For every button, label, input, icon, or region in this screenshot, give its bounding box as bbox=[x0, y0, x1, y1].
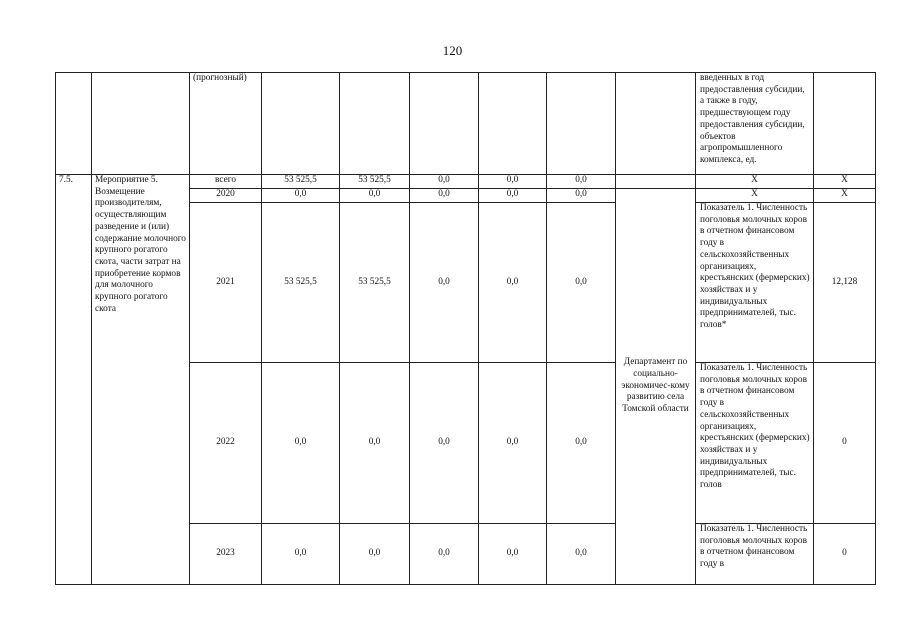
cell-empty bbox=[410, 73, 479, 175]
value-cell: 0,0 bbox=[479, 203, 547, 363]
year-cell: 2020 bbox=[190, 189, 262, 203]
value-cell: 0,0 bbox=[479, 524, 547, 585]
measure-name: Мероприятие 5. Возмещение производителям, осуществляющим разведение и (или) содержание молочного крупного рогатого скота, части затрат на приобретение кормов для молочного крупного рогатого скота bbox=[92, 175, 190, 585]
indicator-cell: X bbox=[696, 189, 814, 203]
cell-empty bbox=[616, 175, 696, 189]
indicator-value: X bbox=[814, 175, 876, 189]
value-cell: 0,0 bbox=[547, 189, 616, 203]
value-cell: 53 525,5 bbox=[340, 203, 410, 363]
value-cell: 0,0 bbox=[479, 175, 547, 189]
value-cell: 0,0 bbox=[547, 363, 616, 524]
value-cell: 0,0 bbox=[340, 189, 410, 203]
value-cell: 0,0 bbox=[340, 524, 410, 585]
cell-empty bbox=[56, 73, 92, 175]
value-cell: 0,0 bbox=[410, 175, 479, 189]
value-cell: 0,0 bbox=[479, 189, 547, 203]
year-cell: 2021 bbox=[190, 203, 262, 363]
indicator-cell: Показатель 1. Численность поголовья молочных коров в отчетном финансовом году в сельскохозяйственных организациях, крестьянских (фермерских) хозяйствах и у индивидуальных предпринимателей, тыс. голов* bbox=[696, 203, 814, 363]
program-table bbox=[55, 72, 876, 585]
cell-empty bbox=[616, 73, 696, 175]
cell-empty bbox=[92, 73, 190, 175]
indicator-value: 0 bbox=[814, 524, 876, 585]
value-cell: 53 525,5 bbox=[340, 175, 410, 189]
indicator-cell: Показатель 1. Численность поголовья молочных коров в отчетном финансовом году в bbox=[696, 524, 814, 585]
value-cell: 0,0 bbox=[410, 363, 479, 524]
value-cell: 0,0 bbox=[479, 363, 547, 524]
table-row bbox=[56, 175, 876, 189]
year-cell: 2023 bbox=[190, 524, 262, 585]
measure-number: 7.5. bbox=[56, 175, 92, 585]
value-cell: 53 525,5 bbox=[262, 175, 340, 189]
value-cell: 53 525,5 bbox=[262, 203, 340, 363]
year-cell: 2022 bbox=[190, 363, 262, 524]
year-cell: всего bbox=[190, 175, 262, 189]
value-cell: 0,0 bbox=[262, 524, 340, 585]
value-cell: 0,0 bbox=[547, 203, 616, 363]
continuation-row bbox=[56, 73, 876, 175]
cell-empty bbox=[479, 73, 547, 175]
forecast-label: (прогнозный) bbox=[190, 73, 262, 175]
value-cell: 0,0 bbox=[547, 175, 616, 189]
cell-empty bbox=[340, 73, 410, 175]
value-cell: 0,0 bbox=[410, 189, 479, 203]
executor-cell: Департамент по социально-экономичес-кому развитию села Томской области bbox=[616, 189, 696, 585]
value-cell: 0,0 bbox=[262, 189, 340, 203]
indicator-value: 0 bbox=[814, 363, 876, 524]
indicator-cell: Показатель 1. Численность поголовья молочных коров в отчетном финансовом году в сельскохозяйственных организациях, крестьянских (фермерских) хозяйствах и у индивидуальных предпринимателей, тыс. голов bbox=[696, 363, 814, 524]
indicator-cell: введенных в год предоставления субсидии, а также в году, предшествующем году предоставления субсидии, объектов агропромышленного комплекса, ед. bbox=[696, 73, 814, 175]
value-cell: 0,0 bbox=[410, 524, 479, 585]
indicator-value: X bbox=[814, 189, 876, 203]
cell-empty bbox=[814, 73, 876, 175]
cell-empty bbox=[262, 73, 340, 175]
value-cell: 0,0 bbox=[410, 203, 479, 363]
page-number: 120 bbox=[442, 43, 463, 58]
cell-empty bbox=[547, 73, 616, 175]
value-cell: 0,0 bbox=[340, 363, 410, 524]
indicator-cell: X bbox=[696, 175, 814, 189]
value-cell: 0,0 bbox=[547, 524, 616, 585]
indicator-value: 12,128 bbox=[814, 203, 876, 363]
value-cell: 0,0 bbox=[262, 363, 340, 524]
